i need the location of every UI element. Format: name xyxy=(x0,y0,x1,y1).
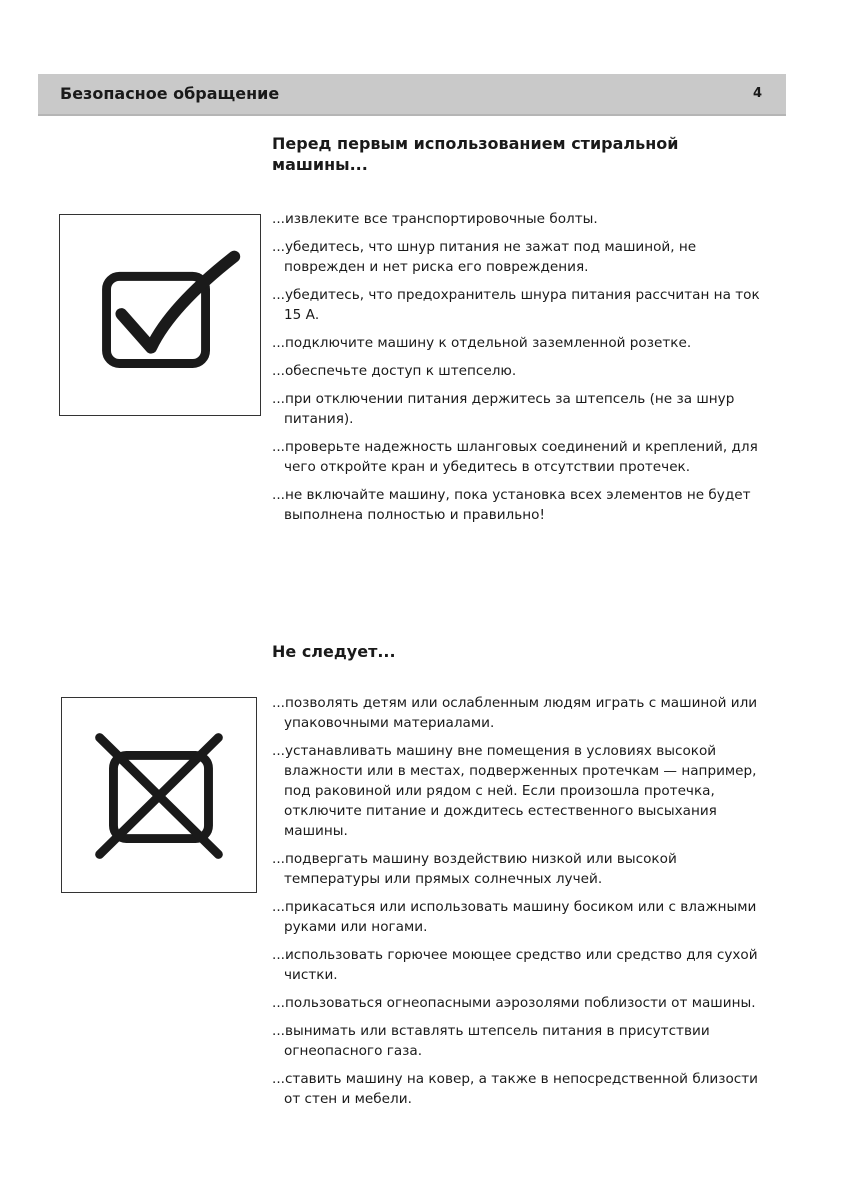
section-header-bar xyxy=(38,74,786,116)
list-item: ...при отключении питания держитесь за штепсель (не за шнур питания). xyxy=(272,391,735,427)
list-item: ...устанавливать машину вне помещения в условиях высокой влажности или в местах, подверженных протечкам — например, под раковиной или рядом с ней. Если произошла протечка, отключите питание и дождитесь естественного высыхания машины. xyxy=(272,743,757,839)
before-first-use-heading: Перед первым использованием стиральной машины... xyxy=(272,134,679,174)
list-item: ...убедитесь, что предохранитель шнура питания рассчитан на ток 15 А. xyxy=(272,287,760,323)
checkmark-in-box-icon xyxy=(59,214,261,416)
list-item: ...позволять детям или ослабленным людям играть с машиной или упаковочными материалами. xyxy=(272,695,758,731)
do-not-heading: Не следует... xyxy=(272,642,396,661)
list-item: ...проверьте надежность шланговых соединений и креплений, для чего откройте кран и убедитесь в отсутствии протечек. xyxy=(272,439,758,475)
list-item: ...подвергать машину воздействию низкой или высокой температуры или прямых солнечных лучей. xyxy=(272,851,677,887)
do-not-list xyxy=(272,693,772,1117)
list-item: ...подключите машину к отдельной заземленной розетке. xyxy=(272,335,692,351)
list-item: ...прикасаться или использовать машину босиком или с влажными руками или ногами. xyxy=(272,899,757,935)
before-first-use-list xyxy=(272,209,772,533)
list-item: ...не включайте машину, пока установка всех элементов не будет выполнена полностью и правильно! xyxy=(272,487,751,523)
list-item: ...вынимать или вставлять штепсель питания в присутствии огнеопасного газа. xyxy=(272,1023,710,1059)
list-item: ...убедитесь, что шнур питания не зажат под машиной, не поврежден и нет риска его повреждения. xyxy=(272,239,697,275)
page-number: 4 xyxy=(752,86,762,101)
section-title: Безопасное обращение xyxy=(60,84,280,103)
list-item: ...обеспечьте доступ к штепселю. xyxy=(272,363,517,379)
list-item: ...использовать горючее моющее средство или средство для сухой чистки. xyxy=(272,947,758,983)
list-item: ...ставить машину на ковер, а также в непосредственной близости от стен и мебели. xyxy=(272,1071,758,1107)
list-item: ...извлеките все транспортировочные болты. xyxy=(272,211,598,227)
cross-in-box-icon xyxy=(61,697,257,893)
list-item: ...пользоваться огнеопасными аэрозолями поблизости от машины. xyxy=(272,995,756,1011)
